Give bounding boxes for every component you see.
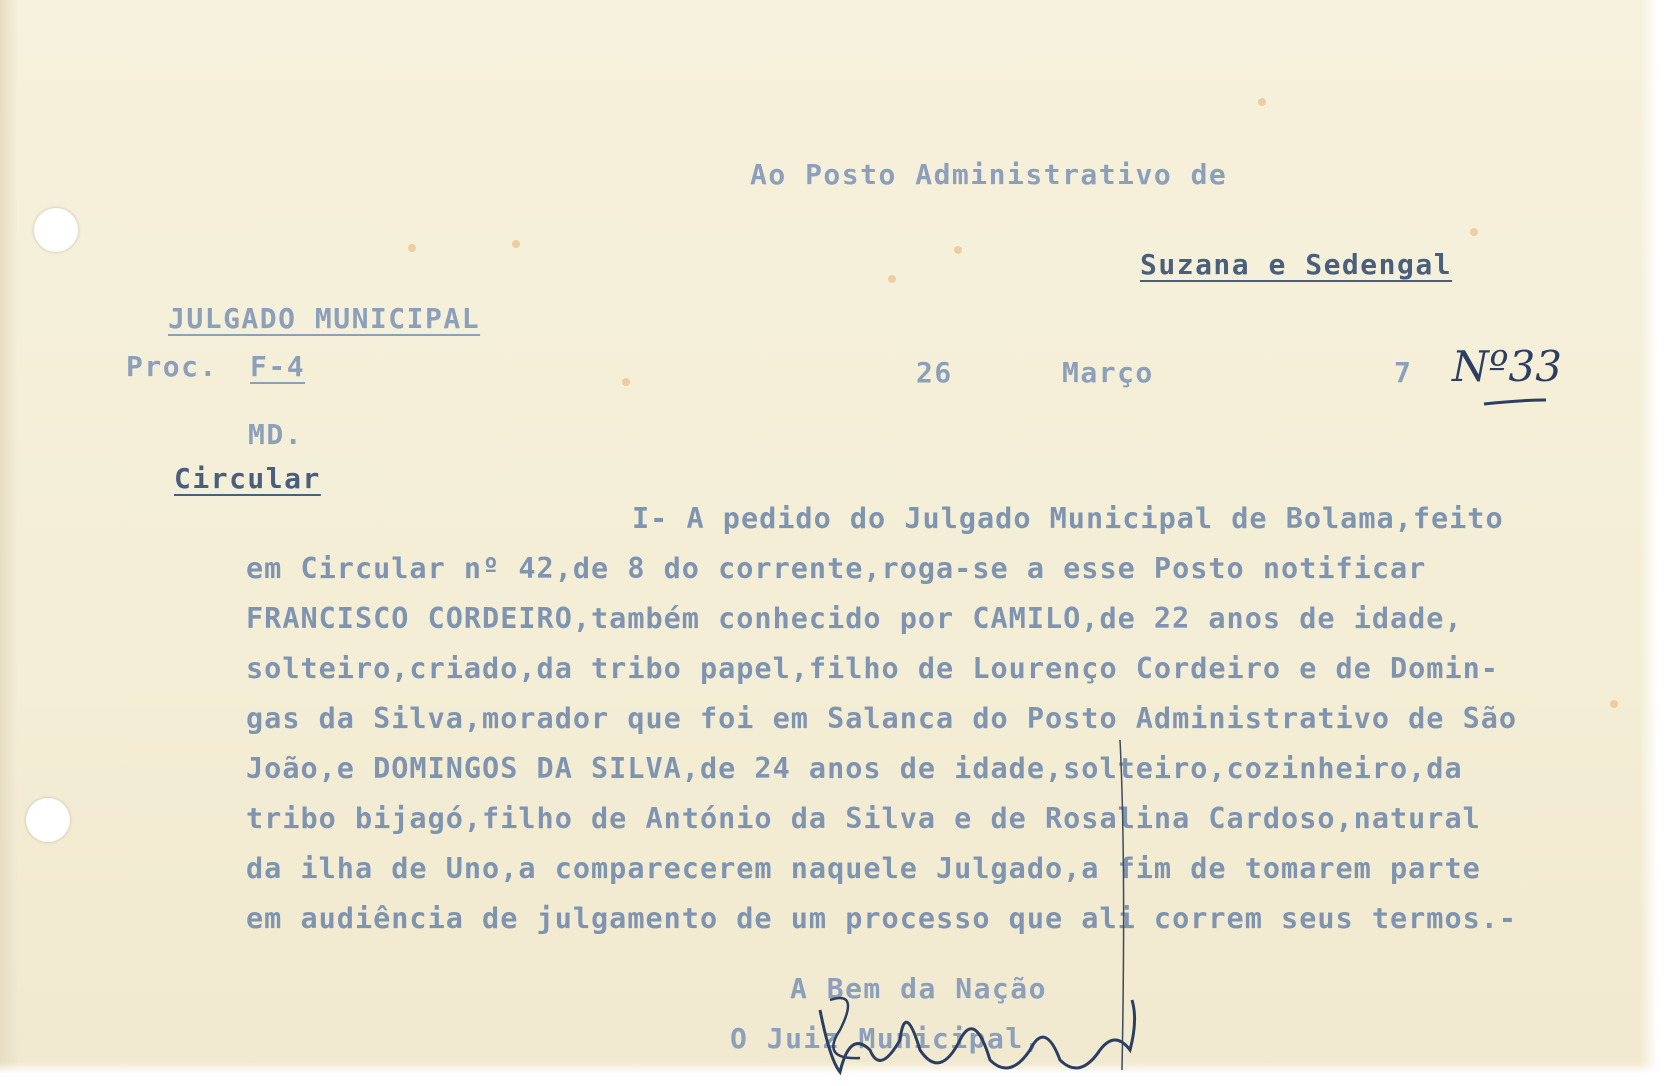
body-line-2: em Circular nº 42,de 8 do corrente,roga-se a esse Posto notificar — [246, 552, 1427, 585]
handwritten-number: Nº33 — [1452, 342, 1562, 391]
date-day: 26 — [916, 356, 953, 389]
body-line-4: solteiro,criado,da tribo papel,filho de Lourenço Cordeiro e de Domin- — [246, 652, 1499, 685]
recipient-line-1: Ao Posto Administrativo de — [750, 158, 1228, 191]
closing-salutation: A Bem da Nação — [790, 972, 1048, 1005]
number-underline — [1484, 400, 1546, 404]
proc-code: F-4 — [250, 350, 306, 383]
pencil-line — [1120, 740, 1124, 1070]
body-line-3: FRANCISCO CORDEIRO,também conhecido por CAMILO,de 22 anos de idade, — [246, 602, 1463, 635]
recipient-line-2: Suzana e Sedengal — [1140, 248, 1453, 281]
office-heading: JULGADO MUNICIPAL — [168, 302, 481, 335]
date-month: Março — [1062, 356, 1154, 389]
signature-loop — [830, 998, 860, 1058]
md-label: MD. — [248, 418, 304, 451]
body-line-6: João,e DOMINGOS DA SILVA,de 24 anos de idade,solteiro,cozinheiro,da — [246, 752, 1463, 785]
signature-scrawl — [820, 1000, 1135, 1072]
body-line-8: da ilha de Uno,a comparecerem naquele Julgado,a fim de tomarem parte — [246, 852, 1481, 885]
signer-title: O Juiz Municipal, — [730, 1022, 1043, 1055]
body-line-7: tribo bijagó,filho de António da Silva e de Rosalina Cardoso,natural — [246, 802, 1481, 835]
body-line-9: em audiência de julgamento de um processo que ali correm seus termos.- — [246, 902, 1518, 935]
circular-heading: Circular — [174, 462, 321, 495]
body-line-5: gas da Silva,morador que foi em Salanca do Posto Administrativo de São — [246, 702, 1518, 735]
proc-label: Proc. — [126, 350, 218, 383]
body-line-1: I- A pedido do Julgado Municipal de Bolama,feito — [632, 502, 1504, 535]
date-year-fragment: 7 — [1394, 356, 1413, 389]
